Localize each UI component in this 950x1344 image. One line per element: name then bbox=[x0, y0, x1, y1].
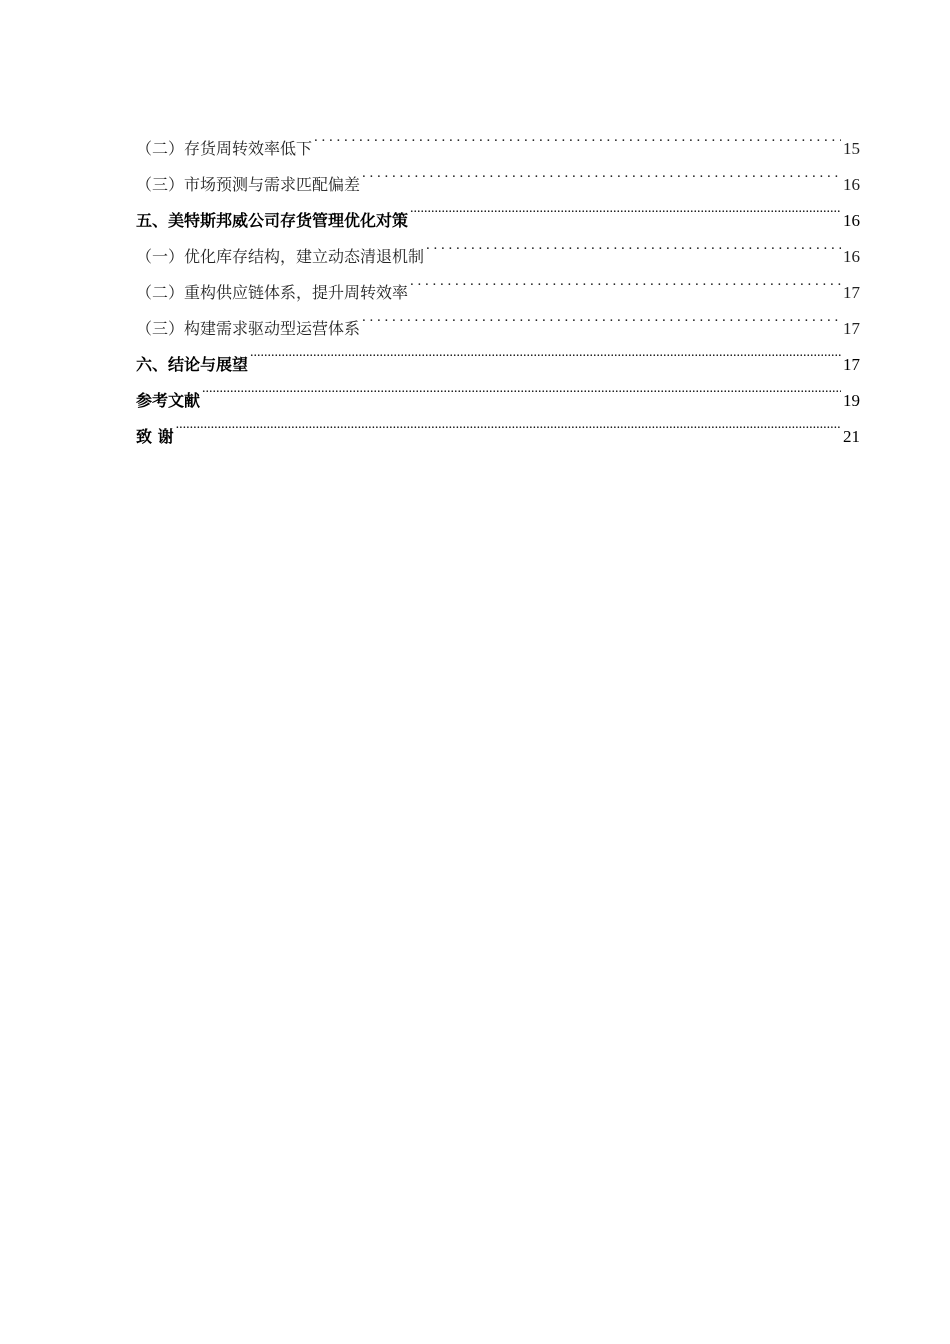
toc-entry-page: 19 bbox=[843, 391, 860, 410]
toc-entry-page: 17 bbox=[843, 355, 860, 374]
toc-entry-label: （一）优化库存结构，建立动态清退机制 bbox=[136, 247, 425, 266]
toc-entry-label: 五、美特斯邦威公司存货管理优化对策 bbox=[136, 211, 409, 230]
toc-entry-page: 21 bbox=[843, 427, 860, 446]
toc-entry-page: 17 bbox=[843, 283, 860, 302]
toc-entry-page: 16 bbox=[843, 247, 860, 266]
toc-entry-page: 16 bbox=[843, 211, 860, 230]
toc-entry-label: （三）构建需求驱动型运营体系 bbox=[136, 319, 361, 338]
toc-leader-dots bbox=[176, 406, 841, 442]
toc-entry-label: 致 谢 bbox=[136, 427, 174, 446]
toc-leader-dots bbox=[410, 262, 841, 298]
toc-leader-dots bbox=[410, 190, 841, 226]
toc-entry-label: （二）重构供应链体系，提升周转效率 bbox=[136, 283, 409, 302]
toc-entry-chapter[interactable] bbox=[136, 370, 860, 410]
toc-entry-label: （三）市场预测与需求匹配偏差 bbox=[136, 175, 361, 194]
table-of-contents bbox=[136, 118, 860, 446]
toc-leader-dots bbox=[202, 370, 841, 406]
toc-entry-label: 参考文献 bbox=[136, 391, 201, 410]
toc-entry-label: 六、结论与展望 bbox=[136, 355, 249, 374]
toc-entry-label: （二）存货周转效率低下 bbox=[136, 139, 313, 158]
toc-leader-dots bbox=[426, 226, 841, 262]
toc-entry[interactable] bbox=[136, 118, 860, 158]
toc-leader-dots bbox=[362, 154, 841, 190]
toc-leader-dots bbox=[314, 118, 841, 154]
toc-entry-page: 16 bbox=[843, 175, 860, 194]
toc-entry-page: 15 bbox=[843, 139, 860, 158]
toc-entry-page: 17 bbox=[843, 319, 860, 338]
toc-leader-dots bbox=[250, 334, 841, 370]
toc-leader-dots bbox=[362, 298, 841, 334]
toc-entry-chapter[interactable] bbox=[136, 406, 860, 446]
